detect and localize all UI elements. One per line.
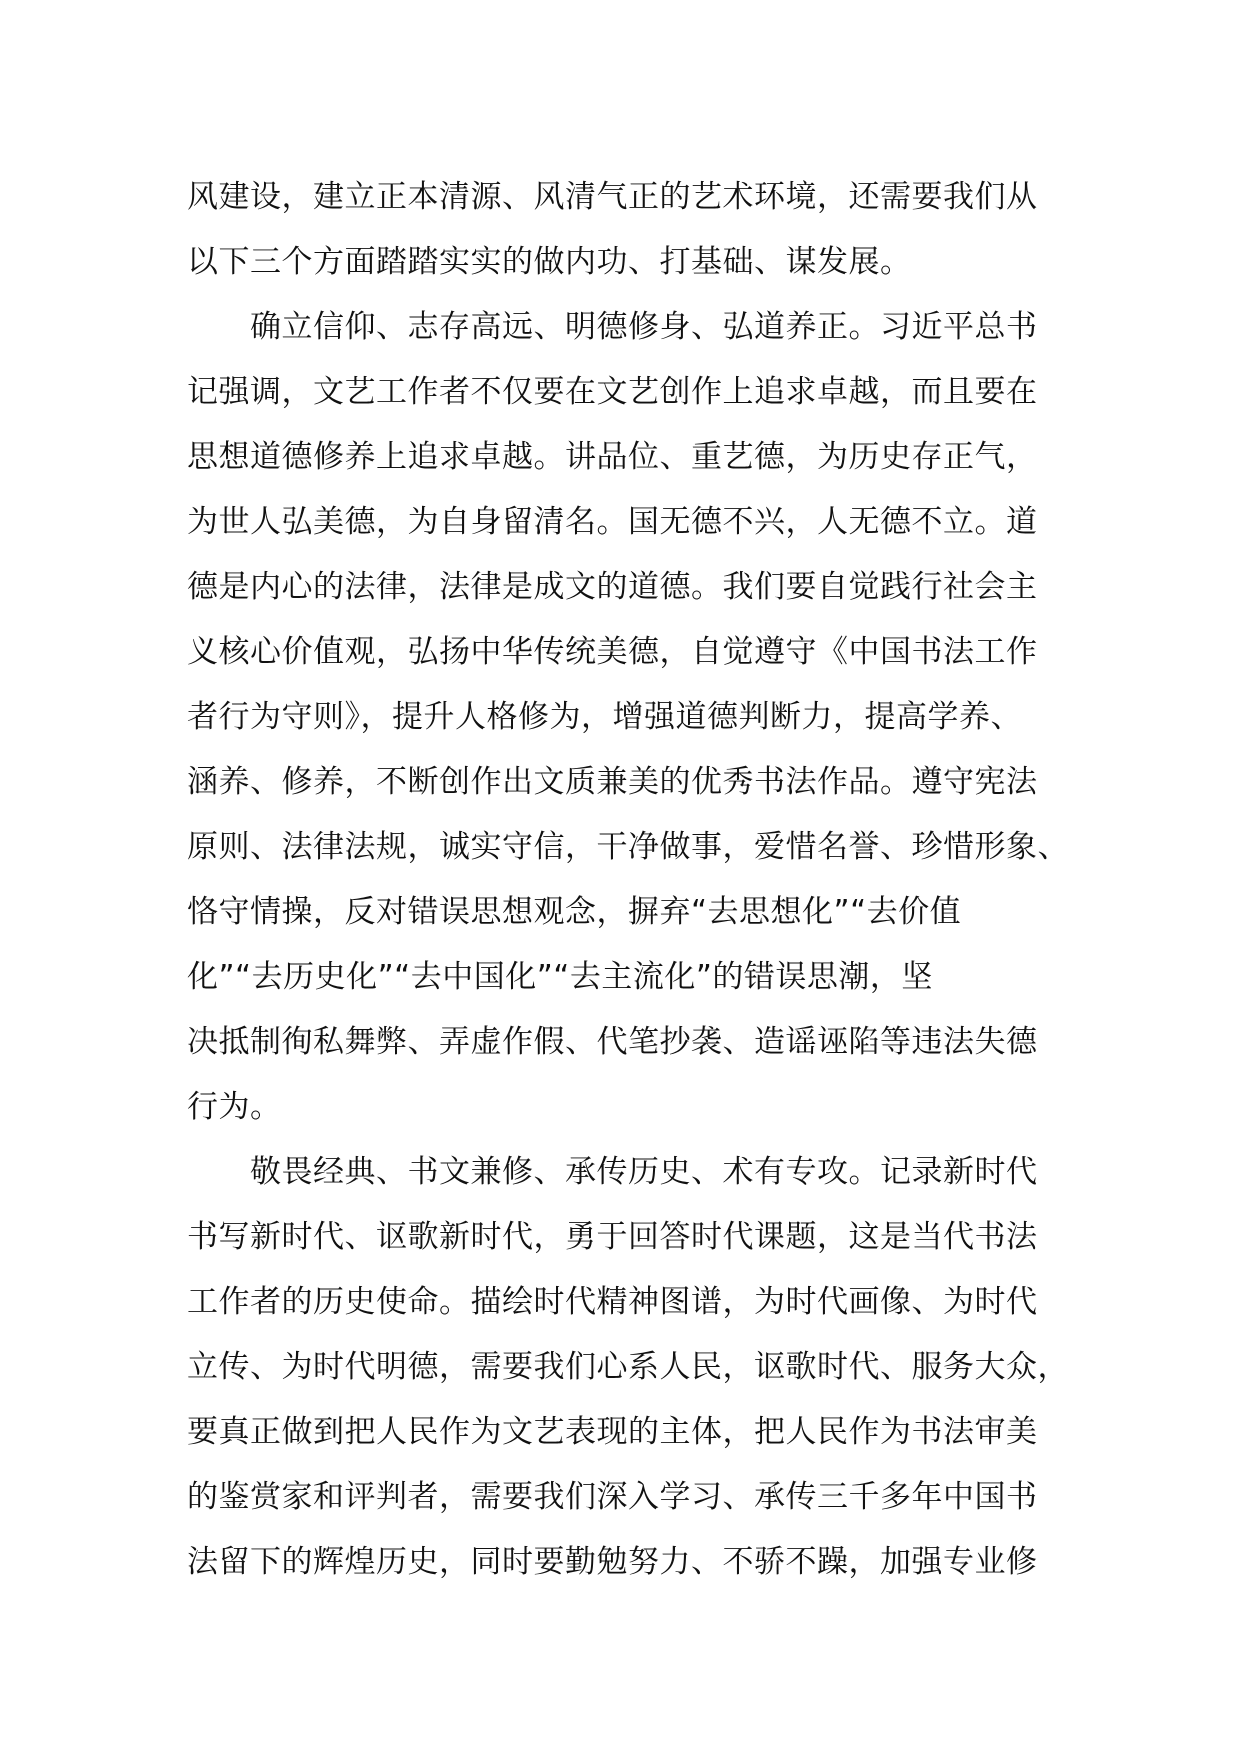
text-line: 工作者的历史使命。描绘时代精神图谱，为时代画像、为时代 xyxy=(187,1284,1038,1320)
text-line: 立传、为时代明德，需要我们心系人民，讴歌时代、服务大众， xyxy=(187,1349,1069,1385)
text-line: 以下三个方面踏踏实实的做内功、打基础、谋发展。 xyxy=(187,244,912,280)
text-line: 者行为守则》，提升人格修为，增强道德判断力，提高学养、 xyxy=(187,699,1022,735)
text-line: 法留下的辉煌历史，同时要勤勉努力、不骄不躁，加强专业修 xyxy=(187,1544,1038,1580)
text-line: 记强调，文艺工作者不仅要在文艺创作上追求卓越，而且要在 xyxy=(187,374,1038,410)
text-line: 义核心价值观，弘扬中华传统美德，自觉遵守《中国书法工作 xyxy=(187,634,1038,670)
text-line: 为世人弘美德，为自身留清名。国无德不兴，人无德不立。道 xyxy=(187,504,1038,540)
text-line: 思想道德修养上追求卓越。讲品位、重艺德，为历史存正气， xyxy=(187,439,1038,475)
text-line: 风建设，建立正本清源、风清气正的艺术环境，还需要我们从 xyxy=(187,179,1038,215)
text-line: 行为。 xyxy=(187,1089,282,1125)
paragraph-first-line: 确立信仰、志存高远、明德修身、弘道养正。习近平总书 xyxy=(250,309,1038,345)
text-line: 书写新时代、讴歌新时代，勇于回答时代课题，这是当代书法 xyxy=(187,1219,1038,1255)
paragraph-first-line: 敬畏经典、书文兼修、承传历史、术有专攻。记录新时代 xyxy=(250,1154,1038,1190)
text-line: 化”“去历史化”“去中国化”“去主流化”的错误思潮，坚 xyxy=(187,959,933,995)
text-line: 原则、法律法规，诚实守信，干净做事，爱惜名誉、珍惜形象、 xyxy=(187,829,1069,865)
text-line: 恪守情操，反对错误思想观念，摒弃“去思想化”“去价值 xyxy=(187,894,962,930)
text-line: 德是内心的法律，法律是成文的道德。我们要自觉践行社会主 xyxy=(187,569,1038,605)
text-line: 要真正做到把人民作为文艺表现的主体，把人民作为书法审美 xyxy=(187,1414,1038,1450)
text-line: 的鉴赏家和评判者，需要我们深入学习、承传三千多年中国书 xyxy=(187,1479,1038,1515)
text-line: 涵养、修养，不断创作出文质兼美的优秀书法作品。遵守宪法 xyxy=(187,764,1038,800)
body-text xyxy=(187,165,1087,1595)
text-line: 决抵制徇私舞弊、弄虚作假、代笔抄袭、造谣诬陷等违法失德 xyxy=(187,1024,1038,1060)
